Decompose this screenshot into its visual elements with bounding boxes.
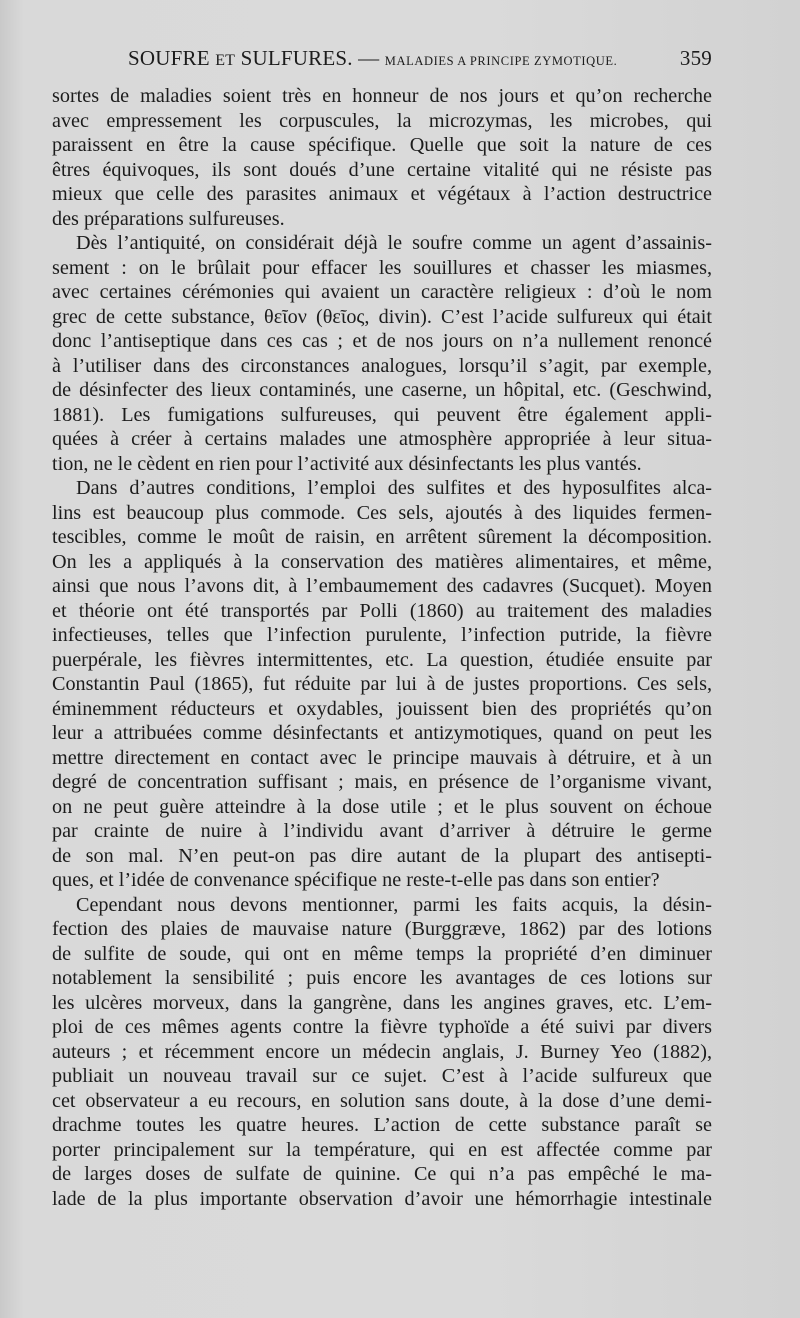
text-line: par crainte de nuire à l’individu avant d’arriver à détruire le germe	[52, 820, 712, 842]
text-line: êtres équivoques, ils sont doués d’une certaine vitalité qui ne résiste pas	[52, 158, 712, 181]
text-line: donc l’antiseptique dans ces cas ; et de nos jours on n’a nullement renoncé	[52, 330, 712, 352]
text-line: des préparations sulfureuses.	[52, 207, 285, 230]
text-line: de désinfecter des lieux contaminés, une caserne, un hôpital, etc. (Geschwind,	[52, 379, 712, 401]
title-word-et: ET	[215, 52, 236, 69]
text-line: ploi de ces mêmes agents contre la fièvre typhoïde a été suivi par divers	[52, 1016, 712, 1038]
text-line: publiait un nouveau travail sur ce sujet. C’est à l’acide sulfureux que	[52, 1065, 712, 1087]
body-text	[52, 84, 712, 1211]
text-line: tion, ne le cèdent en rien pour l’activité aux désinfectants les plus vantés.	[52, 452, 642, 475]
text-line: grec de cette substance, θεῖον (θεῖος, divin). C’est l’acide sulfureux qui était	[52, 305, 712, 328]
text-line: On les a appliqués à la conservation des matières alimentaires, et même,	[52, 550, 712, 573]
text-line: quées à créer à certains malades une atmosphère appropriée à leur situa-	[52, 428, 712, 450]
text-line: éminemment réducteurs et oxydables, jouissent bien des propriétés qu’on	[52, 697, 712, 720]
text-line: mettre directement en contact avec le principe mauvais à détruire, et à un	[52, 746, 712, 769]
text-line: les ulcères morveux, dans la gangrène, dans les angines graves, etc. L’em-	[52, 991, 712, 1014]
text-line: fection des plaies de mauvaise nature (Burggræve, 1862) par des lotions	[52, 918, 712, 940]
text-line: avec certaines cérémonies qui avaient un caractère religieux : d’où le nom	[52, 281, 712, 303]
text-line: notablement la sensibilité ; puis encore les avantages de ces lotions sur	[52, 967, 712, 989]
title-subtitle: MALADIES A PRINCIPE ZYMOTIQUE.	[384, 54, 618, 68]
text-line: tescibles, comme le moût de raisin, en arrêtent sûrement la décomposition.	[52, 526, 712, 548]
text-line: Dès l’antiquité, on considérait déjà le soufre comme un agent d’assainis-	[76, 232, 712, 254]
text-line: Cependant nous devons mentionner, parmi les faits acquis, la désin-	[76, 893, 712, 916]
text-line: leur a attribuées comme désinfectants et antizymotiques, quand on peut les	[52, 722, 712, 744]
text-line: lins est beaucoup plus commode. Ces sels, ajoutés à des liquides fermen-	[52, 501, 712, 524]
title-word-sulfures: SULFURES.	[240, 46, 353, 70]
text-line: mieux que celle des parasites animaux et végétaux à l’action destructrice	[52, 183, 712, 205]
text-line: ainsi que nous l’avons dit, à l’embaumement des cadavres (Sucquet). Moyen	[52, 575, 712, 597]
text-line: puerpérale, les fièvres intermittentes, etc. La question, étudiée ensuite par	[52, 648, 712, 671]
text-line: cet observateur a eu recours, en solution sans doute, à la dose d’une demi-	[52, 1089, 712, 1112]
page-number: 359	[679, 46, 712, 70]
text-line: paraissent en être la cause spécifique. Quelle que soit la nature de ces	[52, 134, 712, 156]
text-line: porter principalement sur la température, qui en est affectée comme par	[52, 1138, 712, 1161]
text-line: de son mal. N’en peut-on pas dire autant de la plupart des antisepti-	[52, 844, 712, 867]
title-word-soufre: SOUFRE	[128, 46, 210, 70]
text-line: de larges doses de sulfate de quinine. Ce qui n’a pas empêché le ma-	[52, 1163, 712, 1185]
text-line: infectieuses, telles que l’infection purulente, l’infection putride, la fièvre	[52, 624, 712, 646]
text-line: drachme toutes les quatre heures. L’action de cette substance paraît se	[52, 1114, 712, 1136]
running-header	[52, 46, 712, 76]
text-line: Dans d’autres conditions, l’emploi des sulfites et des hyposulfites alca-	[76, 477, 712, 499]
text-line: et théorie ont été transportés par Polli (1860) au traitement des maladies	[52, 599, 712, 622]
text-line: avec empressement les corpuscules, la microzymas, les microbes, qui	[52, 109, 712, 132]
title-dash: —	[358, 46, 380, 70]
text-line: ques, et l’idée de convenance spécifique ne reste-t-elle pas dans son entier?	[52, 869, 660, 891]
text-line: sortes de maladies soient très en honneur de nos jours et qu’on recherche	[52, 85, 712, 107]
text-line: à l’utiliser dans des circonstances analogues, lorsqu’il s’agit, par exemple,	[52, 354, 712, 377]
text-line: auteurs ; et récemment encore un médecin anglais, J. Burney Yeo (1882),	[52, 1040, 712, 1063]
text-line: lade de la plus importante observation d’avoir une hémorrhagie intestinale	[52, 1187, 712, 1210]
text-line: 1881). Les fumigations sulfureuses, qui peuvent être également appli-	[52, 403, 712, 426]
text-line: de sulfite de soude, qui ont en même temps la propriété d’en diminuer	[52, 942, 712, 965]
running-title	[128, 46, 617, 71]
text-line: Constantin Paul (1865), fut réduite par lui à de justes proportions. Ces sels,	[52, 673, 712, 695]
text-line: on ne peut guère atteindre à la dose utile ; et le plus souvent on échoue	[52, 795, 712, 818]
text-line: sement : on le brûlait pour effacer les souillures et chasser les miasmes,	[52, 256, 712, 279]
text-line: degré de concentration suffisant ; mais, en présence de l’organisme vivant,	[52, 771, 712, 793]
